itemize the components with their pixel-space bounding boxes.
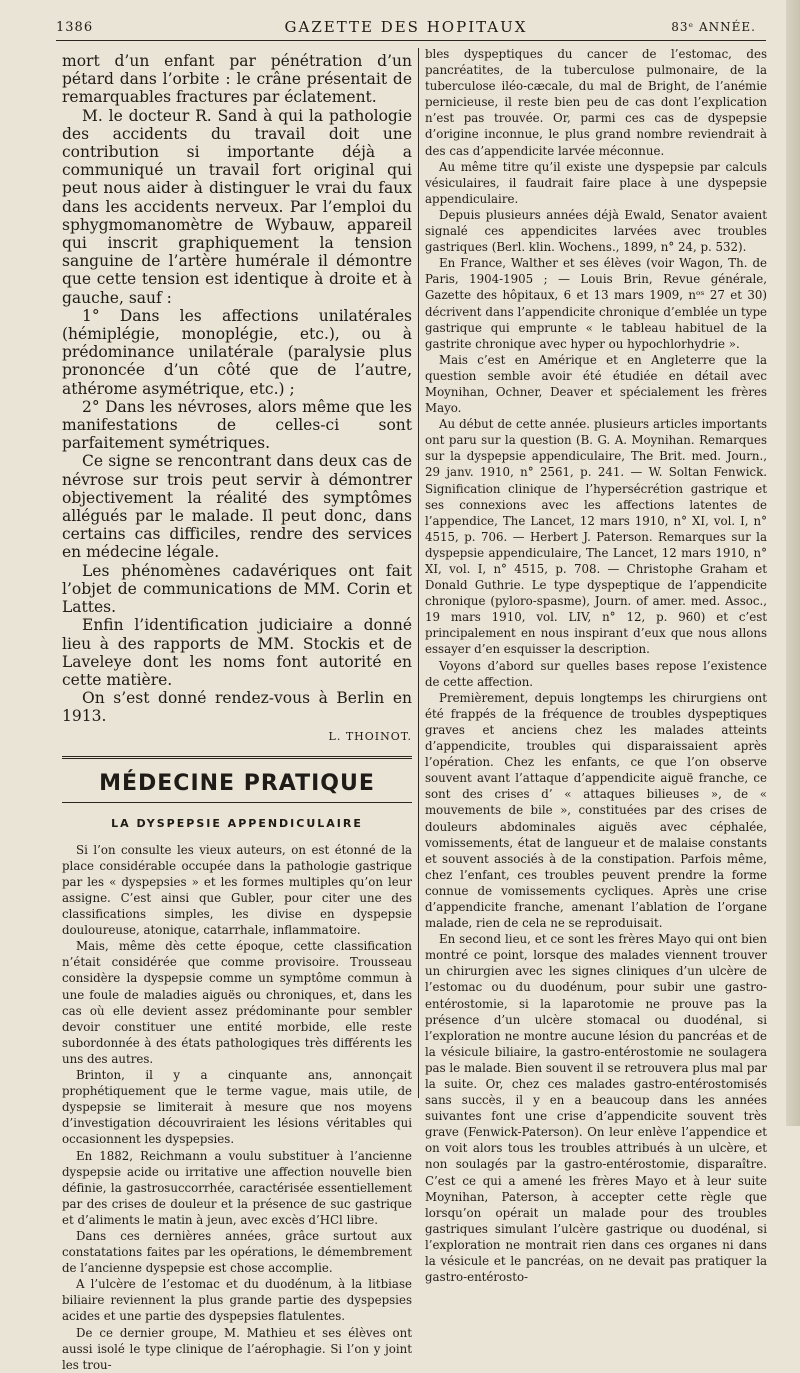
paragraph: Premièrement, depuis longtemps les chirurgiens ont été frappés de la fréquence de troubles dyspeptiques graves et anciens chez les malades atteints d’appendicite, troubles qui disparaissaient après l’opération. Chez les enfants, ce que l’on observe souvent avant l’attaque d’appendicite aiguë franche, ce sont des crises d’ « attaques bilieuses », de « mouvements de bile », constituées par des crises de douleurs abdominales aiguës avec céphalée, vomissements, état de langueur et de malaise constants et souvent associés à de la constipation. Parfois même, chez l’enfant, ces troubles peuvent prendre la forme connue de vomissements cycliques. Après une crise d’appendicite franche, amenant l’ablation de l’organe malade, rien de cela ne se reproduisait. <box>425 690 767 931</box>
right-column <box>425 46 767 1285</box>
left-text-block <box>62 52 412 746</box>
paragraph: M. le docteur R. Sand à qui la pathologie des accidents du travail doit une contribution si importante déjà a communiqué un travail fort original qui peut nous aider à distinguer le vrai du faux dans les accidents nerveux. Par l’emploi du sphygmomanomètre de Wybauw, appareil qui inscrit graphiquement la tension sanguine de l’artère humérale il démontre que cette tension est identique à droite et à gauche, sauf : <box>62 106 412 307</box>
paragraph: On s’est donné rendez-vous à Berlin en 1913. <box>62 689 412 726</box>
article-text-right <box>425 46 767 1285</box>
paragraph: mort d’un enfant par pénétration d’un pétard dans l’orbite : le crâne présentait de remarquables fractures par éclatement. <box>62 52 412 107</box>
paragraph: Depuis plusieurs années déjà Ewald, Senator avaient signalé ces appendicites larvées avec troubles gastriques (Berl. klin. Wochens., 1899, n° 24, p. 532). <box>425 207 767 255</box>
paragraph: 1° Dans les affections unilatérales (hémiplégie, monoplégie, etc.), ou à prédominance unilatérale (paralysie plus prononcée d’un côté que de l’autre, athérome asymétrique, etc.) ; <box>62 306 412 398</box>
paragraph: Ce signe se rencontrant dans deux cas de névrose sur trois peut servir à démontrer objectivement la réalité des symptômes allégués par le malade. Il peut donc, dans certains cas difficiles, rendre des services en médecine légale. <box>62 452 412 562</box>
running-header <box>56 18 756 38</box>
left-column <box>62 52 412 1373</box>
paragraph: En second lieu, et ce sont les frères Mayo qui ont bien montré ce point, lorsque des malades viennent trouver un chirurgien avec les signes cliniques d’un ulcère de l’estomac ou du duodénum, pour subir une gastro-entérostomie, si la laparotomie ne prouve pas la présence d’un ulcère stomacal ou duodénal, si l’exploration ne montre aucune lésion du pancréas et de la vésicule biliaire, la gastro-entérostomie ne soulagera pas le malade. Bien souvent il se retrouvera plus mal par la suite. Or, chez ces malades gastro-entérostomisés sans succès, il y en a beaucoup dans les années suivantes font une crise d’appendicite souvent très grave (Fenwick-Paterson). On leur enlève l’appendice et on voit alors tous les troubles attribués à un ulcère, et non soulagés par la gastro-entérostomie, disparaître. C’est ce qui a amené les frères Mayo et à leur suite Moynihan, Paterson, à accepter cette règle que lorsqu’on opérait un malade pour des troubles gastriques simulant l’ulcère gastrique ou duodénal, si l’exploration ne montrait rien dans ces organes ni dans la vésicule et le pancréas, on ne devait pas pratiquer la gastro-entérosto- <box>425 932 767 1285</box>
paragraph: Dans ces dernières années, grâce surtout aux constatations faites par les opérations, le démembrement de l’ancienne dyspepsie est chose accomplie. <box>62 1228 412 1276</box>
signature: L. THOINOT. <box>328 729 412 743</box>
paragraph: En 1882, Reichmann a voulu substituer à l’ancienne dyspepsie acide ou irritative une affection nouvelle bien définie, la gastrosuccorrhée, caractérisée essentiellement par des crises de douleur et la présence de suc gastrique et d’aliments le matin à jeun, avec excès d’HCl libre. <box>62 1148 412 1227</box>
paragraph: Les phénomènes cadavériques ont fait l’objet de communications de MM. Corin et Lattes. <box>62 561 412 617</box>
year-label: 83ᵉ ANNÉE. <box>671 20 756 34</box>
column-divider <box>418 48 419 1098</box>
paragraph: Enfin l’identification judiciaire a donné lieu à des rapports de MM. Stockis et de Laveleye dont les noms font autorité en cette matière. <box>62 616 412 689</box>
page-edge <box>786 0 800 1126</box>
paragraph: Mais, même dès cette époque, cette classification n’était considérée que comme provisoire. Trousseau considère la dyspepsie comme un symptôme commun à une foule de maladies aiguës ou chroniques, et, dans les cas où elle devient assez prédominante pour sembler devoir constituer une entité morbide, elle reste subordonnée à des états pathologiques très différents les uns des autres. <box>62 939 412 1066</box>
paragraph: Si l’on consulte les vieux auteurs, on est étonné de la place considérable occupée dans la pathologie gastrique par les « dyspepsies » et les formes multiples qu’on leur assigne. C’est ainsi que Gubler, pour citer une des classifications simples, les divise en dyspepsie douloureuse, atonique, catarrhale, inflammatoire. <box>62 842 412 938</box>
page-number: 1386 <box>56 20 94 35</box>
header-rule <box>56 40 766 41</box>
paragraph: Voyons d’abord sur quelles bases repose l’existence de cette affection. <box>425 658 767 689</box>
section-rule-top <box>62 756 412 759</box>
section-rule-bottom <box>62 802 412 803</box>
section-title: MÉDECINE PRATIQUE <box>99 770 375 796</box>
article-text-left <box>62 842 412 1373</box>
paragraph: Brinton, il y a cinquante ans, annonçait prophétiquement que le terme vague, mais utile, de dyspepsie se limiterait à mesure que nos moyens d’investigation découvriraient les lésions véritables qui occasionnent les dyspepsies. <box>62 1068 412 1147</box>
journal-title: GAZETTE DES HOPITAUX <box>284 18 528 36</box>
paragraph: En France, Walther et ses élèves (voir Wagon, Th. de Paris, 1904-1905 ; — Louis Brin, Revue générale, Gazette des hôpitaux, 6 et 13 mars 1909, nᵒˢ 27 et 30) décrivent dans l’appendicite chronique d’emblée un type gastrique qui emprunte « le tableau habituel de la gastrite chronique avec hyper ou hypochlorhydrie ». <box>425 256 767 351</box>
paragraph: De ce dernier groupe, M. Mathieu et ses élèves ont aussi isolé le type clinique de l’aérophagie. Si l’on y joint les trou- <box>62 1325 412 1372</box>
paragraph: Mais c’est en Amérique et en Angleterre que la question semble avoir été étudiée en détail avec Moynihan, Ochner, Deaver et spécialement les frères Mayo. <box>425 352 767 416</box>
paragraph: 2° Dans les névroses, alors même que les manifestations de celles-ci sont parfaitement symétriques. <box>62 397 412 453</box>
article-title: LA DYSPEPSIE APPENDICULAIRE <box>111 816 363 830</box>
paragraph: bles dyspeptiques du cancer de l’estomac, des pancréatites, de la tuberculose pulmonaire, de la tuberculose iléo-cæcale, du mal de Bright, de l’anémie pernicieuse, il reste bien peu de cas dont l’explication n’est pas trouvée. Or, parmi ces cas de dyspepsie d’origine inconnue, le plus grand nombre reviendrait à des cas d’appendicite larvée méconnue. <box>425 47 767 158</box>
paragraph: A l’ulcère de l’estomac et du duodénum, à la litbiase biliaire reviennent la plus grande partie des dyspepsies acides et une partie des dyspepsies flatulentes. <box>62 1277 412 1324</box>
paragraph: Au même titre qu’il existe une dyspepsie par calculs vésiculaires, il faudrait faire place à une dyspepsie appendiculaire. <box>425 159 767 206</box>
paragraph: Au début de cette année. plusieurs articles importants ont paru sur la question (B. G. A. Moynihan. Remarques sur la dyspepsie appendiculaire, The Brit. med. Journ., 29 janv. 1910, n° 2561, p. 241. — W. Soltan Fenwick. Signification clinique de l’hypersécrétion gastrique et ses connexions avec les affections latentes de l’appendice, The Lancet, 12 mars 1910, n° XI, vol. I, n° 4515, p. 706. — Herbert J. Paterson. Remarques sur la dyspepsie appendiculaire, The Lancet, 12 mars 1910, n° XI, vol. I, n° 4515, p. 708. — Christophe Graham et Donald Guthrie. Le type dyspeptique de l’appendicite chronique (pyloro-spasme), Journ. of amer. med. Assoc., 19 mars 1910, vol. LIV, n° 12, p. 960) et c’est principalement en nous inspirant d’eux que nous allons essayer d’en esquisser la description. <box>425 417 767 657</box>
